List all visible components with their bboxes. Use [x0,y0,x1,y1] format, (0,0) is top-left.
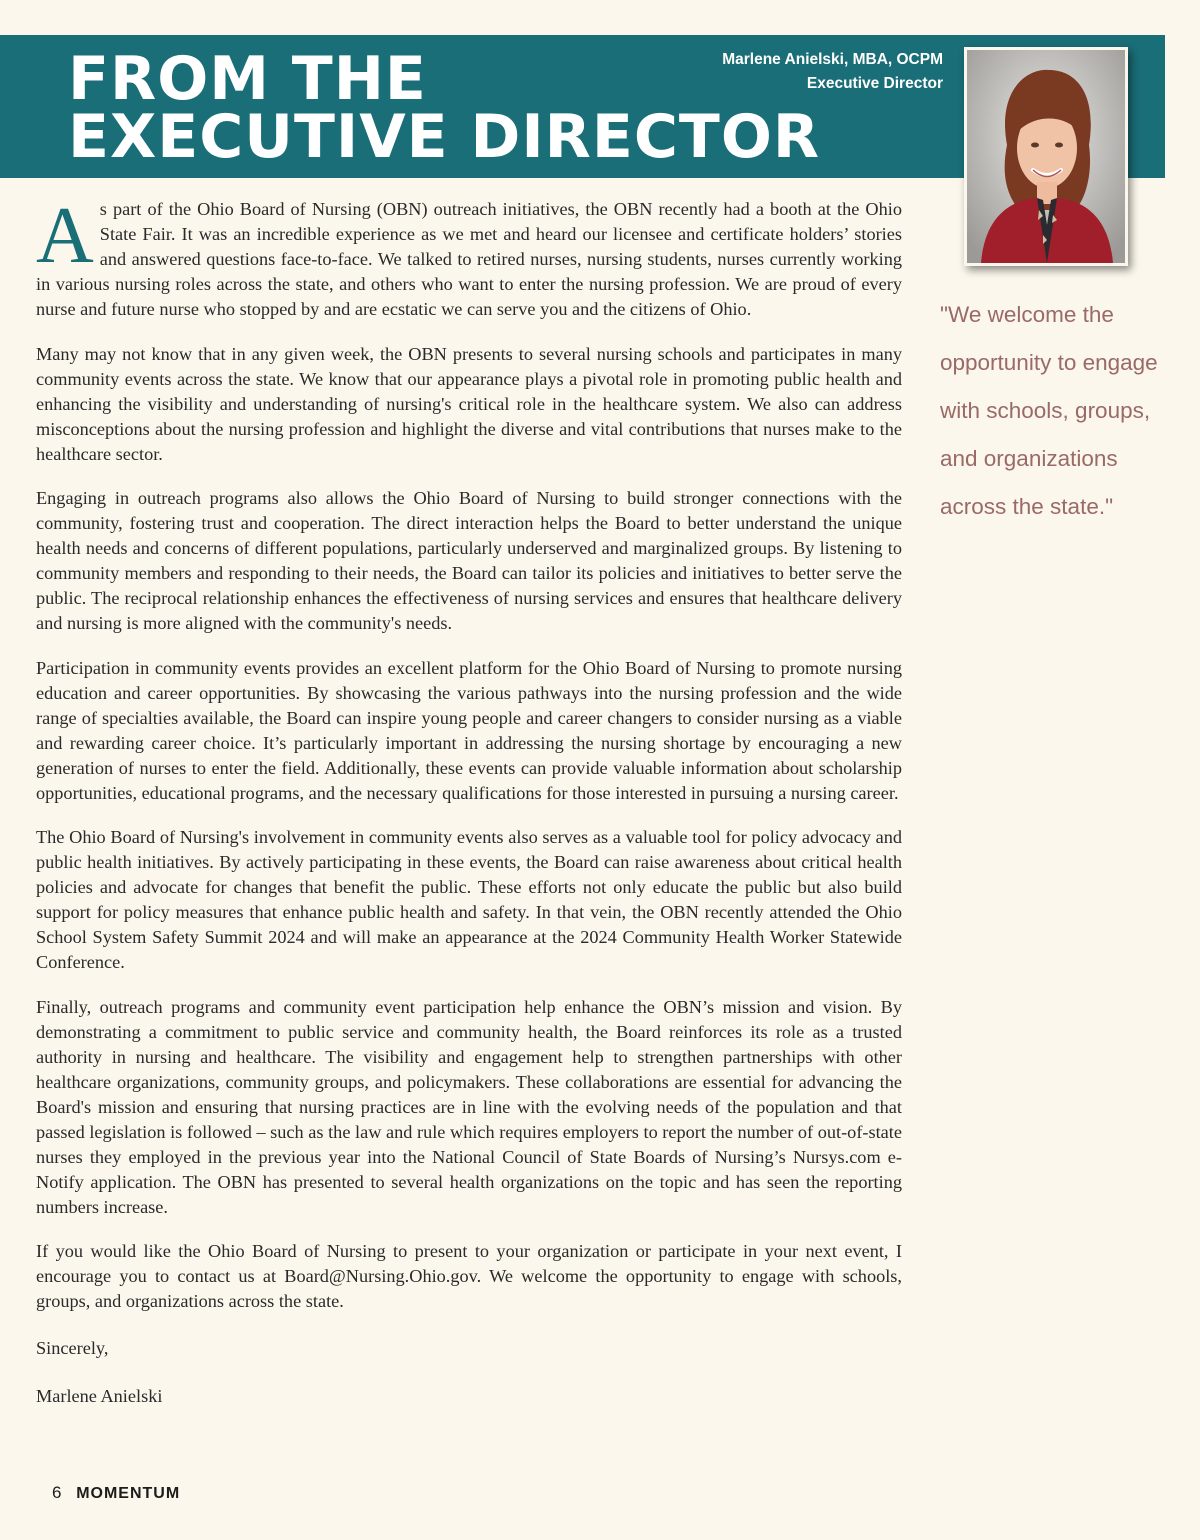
page-footer [52,1483,180,1503]
signature: Marlene Anielski [36,1386,163,1406]
article-paragraph-3: Engaging in outreach programs also allows the Ohio Board of Nursing to build stronger connections with the community, fostering trust and cooperation. The direct interaction helps the Board to better understand the unique health needs and concerns of different populations, particularly underserved and marginalized groups. By listening to community members and responding to their needs, the Board can tailor its policies and initiatives to better serve the public. The reciprocal relationship enhances the effectiveness of nursing services and ensures that healthcare delivery and nursing is more aligned with the community's needs. [36,488,902,633]
page-number: 6 [52,1483,62,1502]
title-line-1: FROM THE [68,44,427,114]
article-paragraph-6: Finally, outreach programs and community event participation help enhance the OBN’s mission and vision. By demonstrating a commitment to public service and community health, the Board reinforces its role as a trusted authority in nursing and healthcare. The visibility and engagement help to strengthen partnerships with other healthcare organizations, community groups, and policymakers. These collaborations are essential for advancing the Board's mission and ensuring that nursing practices are in line with the evolving needs of the population and that passed legislation is followed – such as the law and rule which requires employers to report the number of out-of-state nurses they employed in the previous year into the National Council of State Boards of Nursing’s Nursys.com e-Notify application. The OBN has presented to several health organizations on the topic and has seen the reporting numbers increase. [36,996,902,1217]
drop-cap: A [36,192,94,280]
article-paragraph-5: The Ohio Board of Nursing's involvement in community events also serves as a valuable tool for policy advocacy and public health initiatives. By actively participating in these events, the Board can raise awareness about critical health policies and advocate for changes that benefit the public. These efforts not only educate the public but also build support for policy measures that enhance public health and safety. In that vein, the OBN recently attended the Ohio School System Safety Summit 2024 and will make an appearance at the 2024 Community Health Worker Statewide Conference. [36,827,902,972]
paragraph-1-text: s part of the Ohio Board of Nursing (OBN) outreach initiatives, the OBN recently had a booth at the Ohio State Fair. It was an incredible experience as we met and heard our licensee and certificate holders’ stories and answered questions face-to-face. We talked to retired nurses, nursing students, nurses currently working in various nursing roles across the state, and others who want to enter the nursing profession. We are proud of every nurse and future nurse who stopped by and are ecstatic we can serve you and the citizens of Ohio. [36,199,902,319]
page-title [68,44,821,172]
article-body [36,192,902,1429]
closing: Sincerely, [36,1338,109,1358]
pull-quote: "We welcome the opportunity to engage with schools, groups, and organizations across the state." [940,302,1158,519]
author-byline [722,48,943,96]
portrait-image [967,50,1125,263]
article-paragraph-7: If you would like the Ohio Board of Nursing to present to your organization or participate in your next event, I encourage you to contact us at Board@Nursing.Ohio.gov. We welcome the opportunity to engage with schools, groups, and organizations across the state. [36,1241,902,1311]
article-paragraph-2: Many may not know that in any given week, the OBN presents to several nursing schools and participates in many community events across the state. We know that our appearance plays a pivotal role in promoting public health and enhancing the visibility and understanding of nursing's critical role in the healthcare system. We also can address misconceptions about the nursing profession and highlight the diverse and vital contributions that nurses make to the healthcare sector. [36,343,902,464]
title-line-2: EXECUTIVE DIRECTOR [68,102,821,172]
author-portrait [964,47,1128,266]
publication-name: MOMENTUM [76,1485,181,1502]
author-name: Marlene Anielski, MBA, OCPM [722,51,943,68]
article-paragraph-1 [36,192,902,322]
article-paragraph-4: Participation in community events provides an excellent platform for the Ohio Board of Nursing to promote nursing education and career opportunities. By showcasing the various pathways into the nursing profession and the wide range of specialties available, the Board can inspire young people and career changers to consider nursing as a viable and rewarding career choice. It’s particularly important in addressing the nursing shortage by encouraging a new generation of nurses to enter the field. Additionally, these events can provide valuable information about scholarship opportunities, educational programs, and the necessary qualifications for those interested in pursuing a nursing career. [36,657,902,803]
author-role: Executive Director [806,75,943,92]
